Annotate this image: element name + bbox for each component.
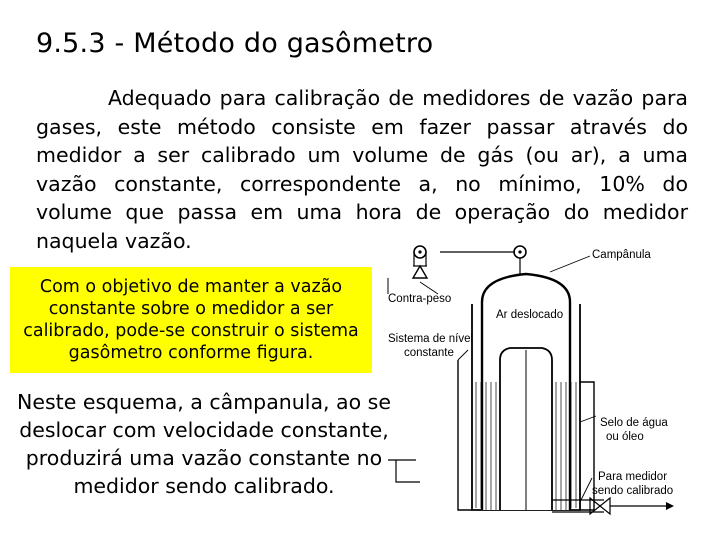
label-selo-2: ou óleo [606,431,644,443]
label-contrapeso: Contra-peso [388,293,452,305]
label-campanula: Campânula [592,249,651,261]
label-sistema-2: constante [404,347,454,359]
slide-title: 9.5.3 - Método do gasômetro [36,28,434,59]
highlight-text: Com o objetivo de manter a vazão constante sobre o medidor a ser calibrado, pode-se construir o sistema gasômetro conforme figura. [23,277,359,363]
counterweight-icon [413,266,427,278]
gasometer-diagram [380,232,700,532]
conclusion-paragraph: Neste esquema, a câmpanula, ao se deslocar com velocidade constante, produzirá uma vazão constante no medidor sendo calibrado. [17,390,391,498]
label-sistema-1: Sistema de nível [388,333,474,345]
highlight-box [10,267,372,373]
label-medidor-2: sendo calibrado [592,485,674,497]
label-selo-1: Selo de água [600,417,668,429]
label-medidor-1: Para medidor [598,471,668,483]
intro-paragraph: Adequado para calibração de medidores de vazão para gases, este método consiste em fazer passar através do medidor a ser calibrado um volume de gás (ou ar), a uma vazão constante, correspondente a, no mínimo, 10% do volume que passa em uma hora de operação do medidor naquela vazão. [36,86,688,253]
label-ar-deslocado: Ar deslocado [496,309,564,321]
